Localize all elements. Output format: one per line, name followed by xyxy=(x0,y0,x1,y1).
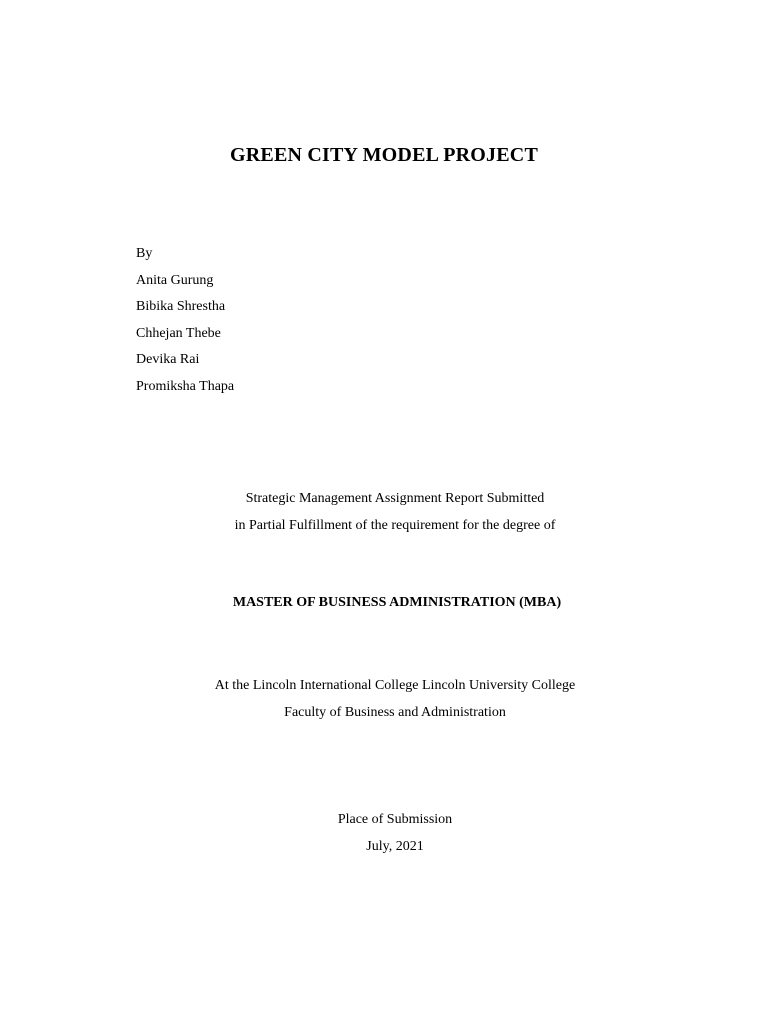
institution-line: At the Lincoln International College Lincoln University College xyxy=(214,678,576,693)
institution-line: Faculty of Business and Administration xyxy=(284,705,506,720)
place-of-submission: Place of Submission xyxy=(337,812,453,827)
submission-statement-line: Strategic Management Assignment Report Submitted xyxy=(245,491,545,506)
by-label: By xyxy=(136,246,153,261)
document-title: GREEN CITY MODEL PROJECT xyxy=(230,144,538,166)
submission-statement xyxy=(0,485,768,539)
degree-name: MASTER OF BUSINESS ADMINISTRATION (MBA) xyxy=(232,595,562,610)
institution-block xyxy=(0,672,768,726)
author-name: Chhejan Thebe xyxy=(136,325,221,341)
author-name: Anita Gurung xyxy=(136,272,214,288)
submission-block xyxy=(0,806,768,860)
author-name: Bibika Shrestha xyxy=(136,299,226,315)
submission-statement-line: in Partial Fulfillment of the requirement for the degree of xyxy=(234,518,556,533)
submission-date: July, 2021 xyxy=(366,839,424,854)
author-name: Devika Rai xyxy=(136,352,200,368)
author-list xyxy=(136,241,234,401)
author-name: Promiksha Thapa xyxy=(136,378,235,394)
